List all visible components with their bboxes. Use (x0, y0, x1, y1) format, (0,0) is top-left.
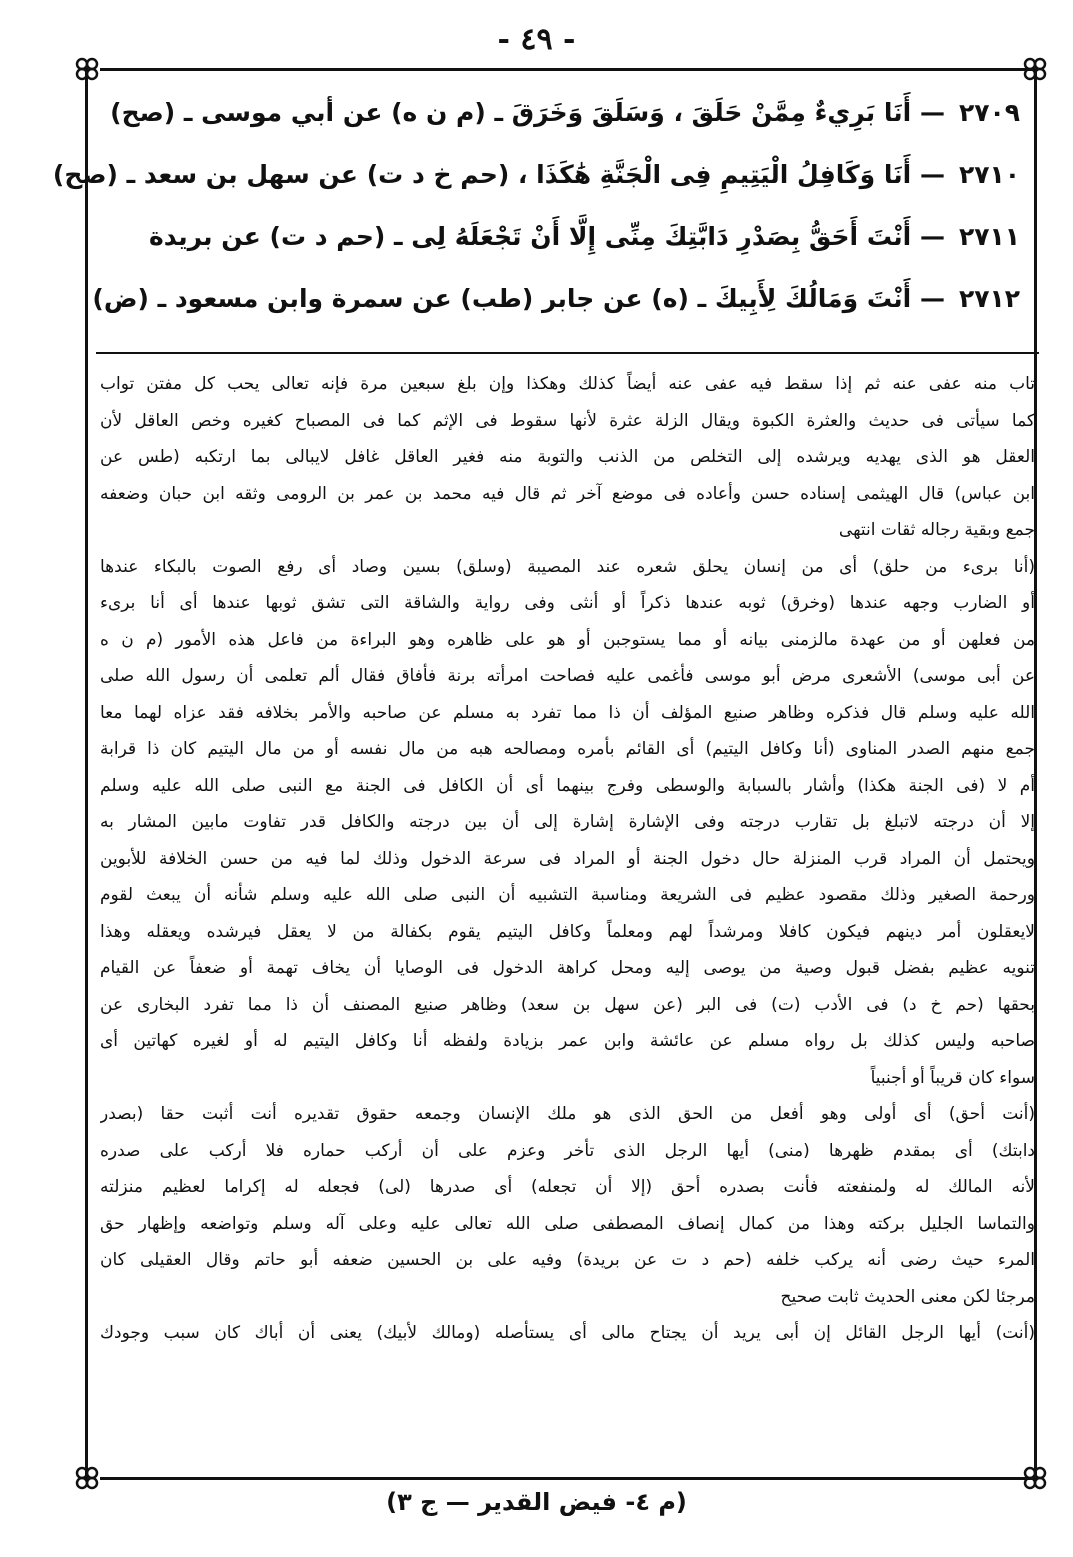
corner-ornament-icon (74, 56, 100, 82)
top-border (100, 68, 1035, 71)
hadith-entry (110, 206, 1020, 268)
bottom-border (100, 1477, 1035, 1480)
hadith-text: — أَنْتَ أَحَقُّ بِصَدْرِ دَابَّتِكَ مِنِّى إِلَّا أَنْ تَجْعَلَهُ لِى ـ (حم د ت) عن بريدة (149, 222, 945, 251)
commentary-line: (أنت أحق) أى أولى وهو أفعل من الحق الذى هو ملك الإنسان وجمعه حقوق تقديره أنت أثبت حقا (بصدر (100, 1104, 1035, 1124)
commentary-line: (أنا برىء من حلق) أى من إنسان يحلق شعره عند المصيبة (وسلق) بسين وصاد أى رفع الصوت بالبكاء عندها (100, 556, 1035, 577)
hadith-number: ٢٧١١ (958, 222, 1020, 251)
hadith-entry (92, 268, 1020, 330)
hadith-text: — أَنَا وَكَافِلُ الْيَتِيمِ فِى الْجَنَّةِ هَٰكَذَا ، (حم خ د ت) عن سهل بن سعد ـ (صح) (52, 160, 945, 189)
corner-ornament-icon (1022, 56, 1048, 82)
commentary-line: مرجئا لكن معنى الحديث ثابت صحيح (780, 1286, 1035, 1307)
hadith-text: — أَنْتَ وَمَالُكَ لِأَبِيكَ ـ (ه) عن جابر (طب) عن سمرة وابن مسعود ـ (ض) (92, 284, 945, 313)
commentary-line: الله عليه وسلم قال فذكره وظاهر صنيع المؤلف أن ذا مما تفرد به مسلم عن صاحبه والأمر بخلافه فقد عزاه لهما معا (100, 702, 1035, 723)
commentary-line: صاحبه وليس كذلك بل رواه مسلم عن عائشة وابن عمر بزيادة ولفظه أنا وكافل اليتيم له أو لغيره كهاتين أى (100, 1031, 1035, 1051)
commentary-line: من فعلهن أو من عهدة مالزمنى بيانه أو مما يستوجبن أو هو على ظاهره وهو البراءة من فاعل هذه الأمور (م ن ه (100, 629, 1035, 650)
footer-label: (م ٤- فيض القدير — ج ٣) (386, 1488, 687, 1516)
commentary-line: لايعقلون أمر دينهم فيكون كافلا ومرشداً لهم ومعلماً وكافل اليتيم يقوم بكفالة من لا يعقل فيرشده ويعقله وهذا (100, 921, 1035, 942)
page-number: - ٤٩ - (497, 22, 576, 57)
hadith-number: ٢٧٠٩ (958, 98, 1020, 127)
commentary-line: ورحمة الصغير وذلك مقصود عظيم فى الشريعة ومناسبة التشبيه أن النبى صلى الله عليه وسلم شأنه أن يبعث لقوم (100, 885, 1035, 905)
hadith-number: ٢٧١٠ (958, 160, 1020, 189)
commentary-line: إلا أن درجته لاتبلغ بل تقارب درجته وفى الإشارة إشارة إلى أن بين درجته والكافل قدر تفاوت مابين المشار به (100, 812, 1035, 832)
commentary-line: كما سيأتى فى حديث والعثرة الكبوة ويقال الزلة عثرة لأنها سقوط فى الإثم كما فى المصباح كغيره وخص العاقل لأن (100, 410, 1035, 431)
commentary-line: المرء حيث رضى أنه يركب خلفه (حم د ت عن بريدة) وفيه على بن الحسين ضعفه أبو حاتم وقال العقيلى كان (100, 1250, 1035, 1270)
hadith-text: — أَنَا بَرِيءٌ مِمَّنْ حَلَقَ ، وَسَلَقَ وَخَرَقَ ـ (م ن ه) عن أبي موسى ـ (صح) (110, 98, 945, 127)
commentary-line: بحقها (حم خ د) فى الأدب (ت) فى البر (عن سهل بن سعد) وظاهر صنيع المصنف أن ذا مما تفرد البخارى عن (100, 994, 1035, 1015)
commentary-line: جمع وبقية رجاله ثقات انتهى (838, 520, 1035, 540)
hadith-entry (52, 144, 1020, 206)
commentary-line: ويحتمل أن المراد قرب المنزلة حال دخول الجنة أو المراد فى سرعة الدخول وذلك لما فيه من حسن الخلافة للأبوين (100, 848, 1035, 869)
left-border (85, 68, 88, 1480)
commentary-line: سواء كان قريباً أو أجنبياً (870, 1067, 1035, 1088)
hadith-entry (110, 82, 1020, 144)
commentary-line: عن أبى موسى) الأشعرى مرض أبو موسى فأغمى عليه فصاحت امرأته برنة فأفاق فقال ألم تعلمى أن رسول الله صلى (100, 666, 1035, 686)
commentary-line: والتماسا الجليل بركته وهذا من كمال إنصاف المصطفى صلى الله تعالى عليه وعلى آله وسلم وتواضعه وإظهار حق (100, 1213, 1035, 1234)
commentary-line: تاب منه عفى عنه ثم إذا سقط فيه عفى عنه أيضاً كذلك وهكذا وإن بلغ سبعين مرة فإنه تعالى يحب كل مفتن تواب (100, 374, 1035, 394)
commentary-line: دابتك) أى بمقدم ظهرها (منى) أيها الرجل الذى تأخر وعزم على أن أركب حماره فلا أركب على صدره (100, 1140, 1035, 1161)
commentary-line: أو الضارب وجهه عندها (وخرق) ثوبه عندها ذكراً أو أنثى وفى رواية والشاقة التى تشق ثوبها عندها أى أنا برىء (100, 593, 1035, 613)
commentary-text (100, 366, 1035, 1352)
commentary-line: العقل هو الذى يهديه ويرشده إلى التخلص من الذنب والتوبة منه فغير العاقل غافل لايبالى بما ارتكبه (طس عن (100, 447, 1035, 467)
hadith-list (52, 82, 1020, 330)
commentary-line: تنويه عظيم بفضل قبول وصية من يوصى إليه ومحل كراهة الدخول فى الوصايا أن يخاف تهمة أو ضعفاً عن القيام (100, 958, 1035, 978)
section-divider (96, 352, 1039, 354)
commentary-line: أم لا (فى الجنة هكذا) وأشار بالسبابة والوسطى وفرج بينهما أى أن الكافل فى الجنة مع النبى صلى الله عليه وسلم (100, 775, 1035, 796)
commentary-line: ابن عباس) قال الهيثمى إسناده حسن وأعاده فى موضع آخر ثم قال فيه محمد بن عمر بن الرومى وثقه ابن حبان وضعفه (100, 483, 1035, 504)
commentary-line: جمع منهم الصدر المناوى (أنا وكافل اليتيم) أى القائم بأمره ومصالحه هبه من مال نفسه أو من مال اليتيم كان ذا قرابة (100, 739, 1035, 759)
hadith-number: ٢٧١٢ (958, 284, 1020, 313)
commentary-line: (أنت) أيها الرجل القائل إن أبى يريد أن يجتاح مالى أى يستأصله (ومالك لأبيك) يعنى أن أباك كان سبب وجودك (100, 1323, 1035, 1343)
commentary-line: لأنه المالك له ولمنفعته فأنت بصدره أحق (إلا أن تجعله) أى صدرها (لى) فجعله له إكراما لعظيم منزلته (100, 1177, 1035, 1197)
